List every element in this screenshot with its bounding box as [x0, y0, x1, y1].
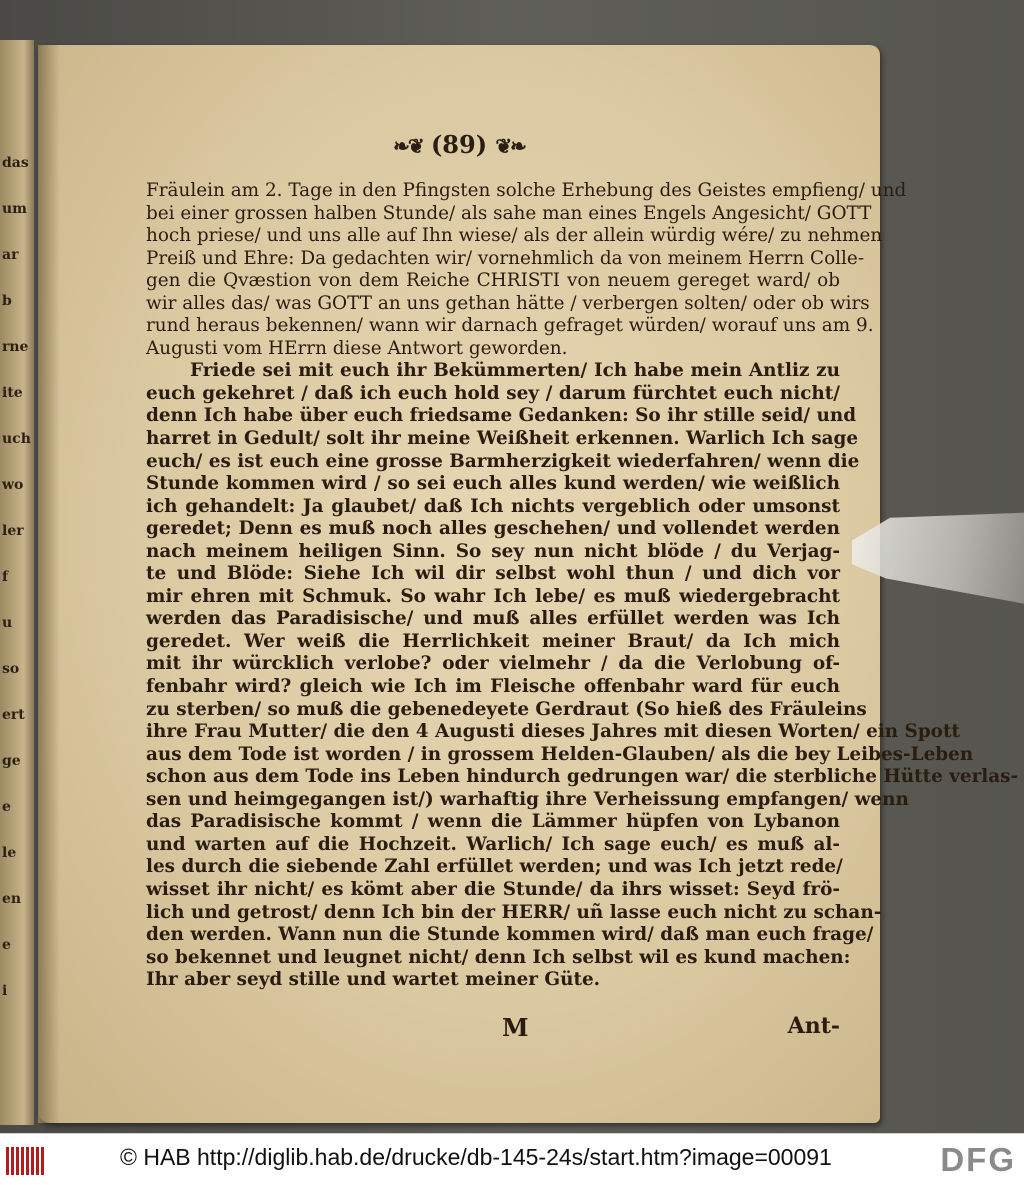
previous-page-fragment: ge	[2, 753, 21, 769]
text-line: zu sterben/ so muß die gebenedeyete Gerdraut (So hieß des Fräuleins	[146, 698, 867, 720]
paragraph-1	[146, 180, 907, 360]
text-line: fenbahr wird? gleich wie Ich im Fleische offenbahr ward für euch	[146, 676, 840, 698]
text-line: mit ihr würcklich verlobe? oder vielmehr / da die Verlobung of-	[146, 653, 840, 675]
text-line: wir alles das/ was GOTT an uns gethan hätte / verbergen solten/ oder ob wirs	[146, 292, 870, 314]
previous-page-fragment: um	[2, 201, 27, 217]
text-line: rund heraus bekennen/ wann wir darnach gefraget würden/ worauf uns am 9.	[146, 315, 874, 337]
text-line: lich und getrost/ denn Ich bin der HERR/ uñ lasse euch nicht zu schan-	[146, 901, 882, 923]
text-line: mir ehren mit Schmuk. So wahr Ich lebe/ es muß wiedergebracht	[146, 585, 840, 607]
text-line: sen und heimgegangen ist/) warhaftig ihre Verheissung empfangen/ wenn	[146, 788, 909, 810]
text-line: ich gehandelt: Ja glaubet/ daß Ich nichts vergeblich oder umsonst	[146, 495, 840, 517]
text-line: und warten auf die Hochzeit. Warlich/ Ich sage euch/ es muß al-	[146, 833, 840, 855]
previous-page-fragment: uch	[2, 431, 31, 447]
previous-page-fragment: ert	[2, 707, 25, 723]
text-line: te und Blöde: Siehe Ich wil dir selbst wohl thun / und dich vor	[146, 563, 840, 585]
text-line: euch gekehret / daß ich euch hold sey / darum fürchtet euch nicht/	[146, 382, 840, 404]
text-line: Stunde kommen wird / so sei euch alles kund werden/ wie weißlich	[146, 473, 840, 495]
previous-page-fragment: rne	[2, 339, 29, 355]
text-line: ihre Frau Mutter/ die den 4 Augusti dieses Jahres mit diesen Worten/ ein Spott	[146, 721, 960, 743]
text-line: das Paradisische kommt / wenn die Lämmer hüpfen von Lybanon	[146, 811, 840, 833]
text-line: gen die Qvæstion von dem Reiche CHRISTI von neuem gereget ward/ ob	[146, 270, 840, 292]
previous-page-fragment: e	[2, 799, 11, 815]
text-line: euch/ es ist euch eine grosse Barmherzigkeit wiederfahren/ wenn die	[146, 450, 860, 472]
text-line: les durch die siebende Zahl erfüllet werden; und was Ich jetzt rede/	[146, 856, 843, 878]
text-line: geredet. Wer weiß die Herrlichkeit meiner Braut/ da Ich mich	[146, 630, 840, 652]
previous-page-fragment: ler	[2, 523, 24, 539]
page-gutter-shadow	[38, 45, 60, 1123]
previous-page-fragment: ite	[2, 385, 23, 401]
text-line: aus dem Tode ist worden / in grossem Helden-Glauben/ als die bey Leibes-Leben	[146, 743, 974, 765]
footer-bar	[0, 1133, 1024, 1185]
text-line: harret in Gedult/ solt ihr meine Weißheit erkennen. Warlich Ich sage	[146, 428, 859, 450]
previous-page-fragment: le	[2, 845, 17, 861]
previous-page-fragment: ar	[2, 247, 19, 263]
copyright-link[interactable]: © HAB http://diglib.hab.de/drucke/db-145-24s/start.htm?image=00091	[120, 1144, 832, 1170]
text-line: geredet; Denn es muß noch alles geschehen/ und vollendet werden	[146, 518, 840, 540]
previous-page-fragment: i	[2, 983, 8, 999]
text-line: Augusti vom HErrn diese Antwort geworden.	[146, 337, 568, 359]
previous-page-fragment: u	[2, 615, 13, 631]
signature-mark: M	[502, 1013, 529, 1042]
hab-logo-icon	[6, 1147, 48, 1175]
text-line: hoch priese/ und uns alle auf Ihn wiese/ als der allein würdig wére/ zu nehmen	[146, 225, 883, 247]
header-ornament-right: ❦❧	[495, 134, 525, 158]
text-line: den werden. Wann nun die Stunde kommen wird/ daß man euch frage/	[146, 924, 874, 946]
previous-page-fragment: en	[2, 891, 22, 907]
text-line: Ihr aber seyd stille und wartet meiner Güte.	[146, 969, 601, 991]
previous-page-fragment: e	[2, 937, 11, 953]
previous-page-fragment: so	[2, 661, 20, 677]
page-number: (89)	[430, 130, 488, 159]
text-line: schon aus dem Tode ins Leben hindurch gedrungen war/ die sterbliche Hütte verlas-	[146, 766, 1019, 788]
book-page	[38, 45, 1019, 1123]
text-line: nach meinem heiligen Sinn. So sey nun nicht blöde / du Verjag-	[146, 540, 840, 562]
header-ornament-left: ❧❦	[393, 134, 423, 158]
text-line: Preiß und Ehre: Da gedachten wir/ vornehmlich da von meinem Herrn Colle-	[146, 247, 865, 269]
previous-page-fragment: das	[2, 155, 29, 171]
text-line: wisset ihr nicht/ es kömt aber die Stunde/ da ihrs wisset: Seyd frö-	[146, 878, 840, 900]
text-line: denn Ich habe über euch friedsame Gedanken: So ihr stille seid/ und	[146, 405, 857, 427]
text-line: bei einer grossen halben Stunde/ als sahe man eines Engels Angesicht/ GOTT	[146, 202, 872, 224]
page-header	[38, 130, 880, 159]
previous-page-fragment: b	[2, 293, 12, 309]
page-body	[146, 180, 1019, 992]
previous-page-edge	[0, 40, 34, 1125]
text-line: werden das Paradisische/ und muß alles erfüllet werden was Ich	[146, 608, 840, 630]
page-footer	[146, 1013, 840, 1043]
text-line: Fräulein am 2. Tage in den Pfingsten solche Erhebung des Geistes empfieng/ und	[146, 180, 907, 201]
paragraph-2	[146, 360, 1019, 991]
dfg-logo: DFG	[940, 1141, 1016, 1178]
text-line: Friede sei mit euch ihr Bekümmerten/ Ich habe mein Antliz zu	[190, 360, 840, 382]
previous-page-fragment: wo	[2, 477, 24, 493]
previous-page-fragment: f	[2, 569, 9, 585]
catchword: Ant-	[787, 1013, 840, 1039]
text-line: so bekennet und leugnet nicht/ denn Ich selbst wil es kund machen:	[146, 946, 851, 968]
